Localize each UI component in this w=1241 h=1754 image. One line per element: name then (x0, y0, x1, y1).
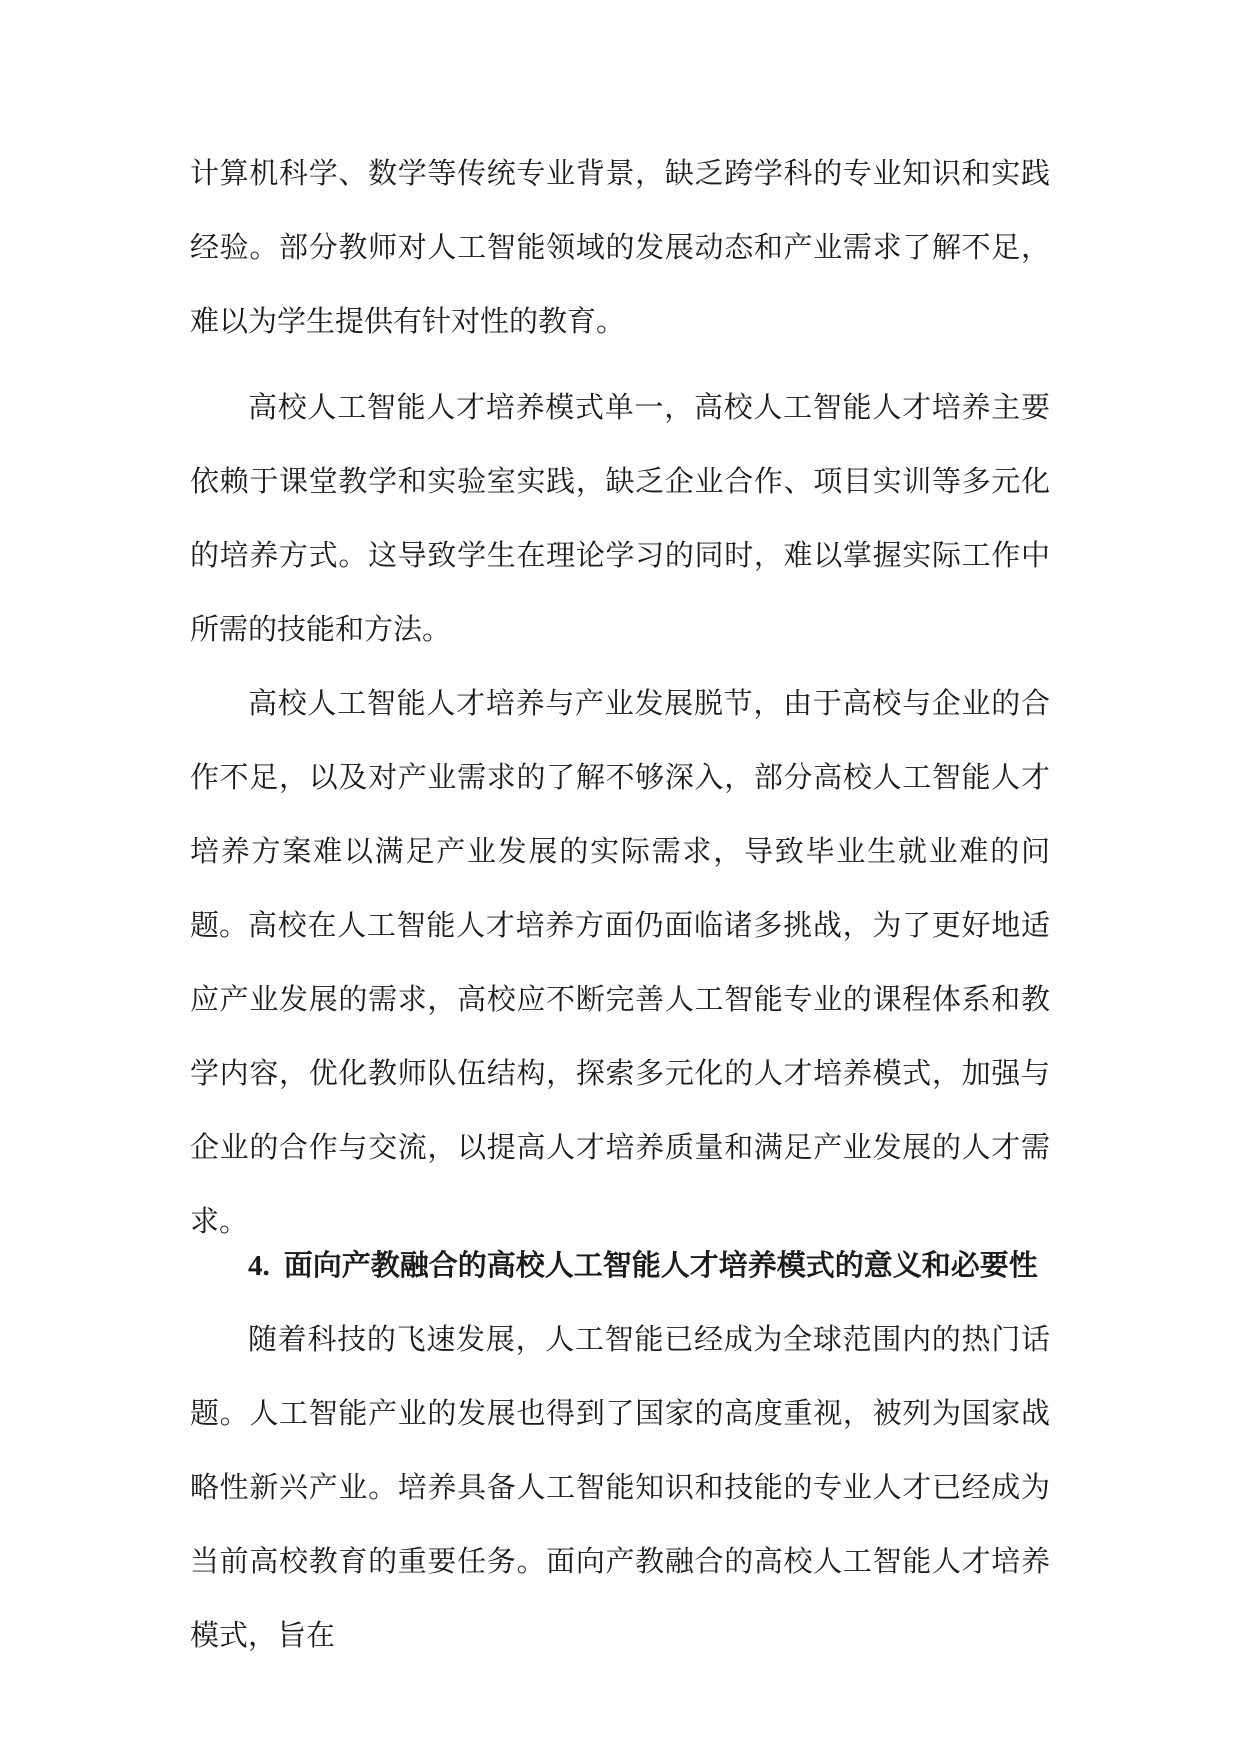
paragraph-training-mode: 高校人工智能人才培养模式单一，高校人工智能人才培养主要依赖于课堂教学和实验室实践，缺乏企业合作、项目实训等多元化的培养方式。这导致学生在理论学习的同时，难以掌握实际工作中所需的技能和方法。 (190, 390, 1050, 646)
section-number: 4. (248, 1250, 270, 1282)
paragraph-teacher-background: 计算机科学、数学等传统专业背景，缺乏跨学科的专业知识和实践经验。部分教师对人工智能领域的发展动态和产业需求了解不足，难以为学生提供有针对性的教育。 (190, 156, 1050, 338)
paragraph-industry-disconnect: 高校人工智能人才培养与产业发展脱节，由于高校与企业的合作不足，以及对产业需求的了解不够深入，部分高校人工智能人才培养方案难以满足产业发展的实际需求，导致毕业生就业难的问题。 (190, 686, 1050, 942)
paragraph-challenges-summary: 高校在人工智能人才培养方面仍面临诸多挑战，为了更好地适应产业发展的需求，高校应不断完善人工智能专业的课程体系和教学内容，优化教师队伍结构，探索多元化的人才培养模式，加强与企业的合作与交流，以提高人才培养质量和满足产业发展的人才需求。 (190, 908, 1050, 1238)
paragraph-significance-intro: 随着科技的飞速发展，人工智能已经成为全球范围内的热门话题。人工智能产业的发展也得到了国家的高度重视，被列为国家战略性新兴产业。培养具备人工智能知识和技能的专业人才已经成为当前高校教育的重要任务。面向产教融合的高校人工智能人才培养模式，旨在 (190, 1322, 1050, 1652)
section-title: 面向产教融合的高校人工智能人才培养模式的意义和必要性 (283, 1248, 1038, 1282)
section-heading (248, 1228, 1038, 1303)
